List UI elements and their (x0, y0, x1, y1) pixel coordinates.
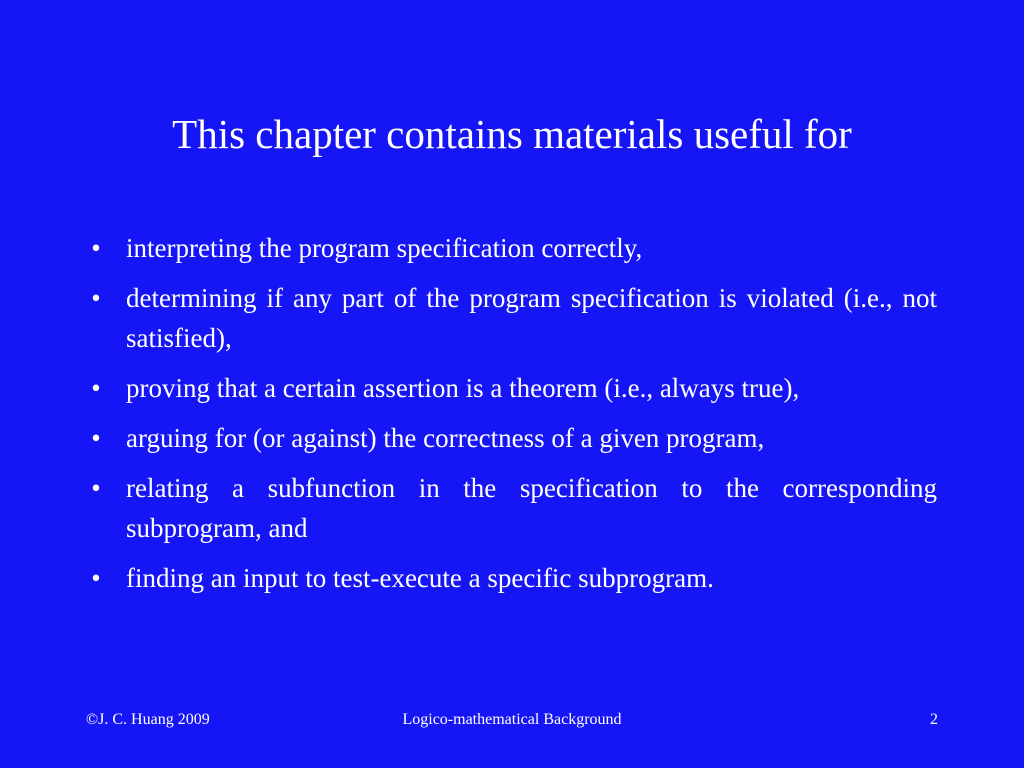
footer-course-title: Logico-mathematical Background (402, 711, 622, 728)
bullet-icon: • (91, 423, 101, 453)
list-item (86, 468, 937, 548)
list-item (86, 278, 937, 358)
bullet-text: arguing for (or against) the correctness of a given program, (126, 423, 765, 453)
slide-title: This chapter contains materials useful for (172, 111, 852, 157)
bullet-text: proving that a certain assertion is a theorem (i.e., always true), (126, 373, 800, 403)
bullet-text: finding an input to test-execute a specific subprogram. (126, 563, 714, 593)
list-item (86, 418, 937, 458)
bullet-icon: • (91, 233, 101, 263)
bullet-icon: • (91, 373, 101, 403)
footer-copyright: ©J. C. Huang 2009 (86, 711, 210, 728)
list-item (86, 368, 937, 408)
bullet-text: determining if any part of the program specification is violated (i.e., not satisfied), (126, 283, 937, 353)
bullet-icon: • (91, 473, 101, 503)
footer-page-number: 2 (930, 711, 938, 728)
bullet-text: relating a subfunction in the specification to the corresponding subprogram, and (126, 473, 937, 543)
bullet-icon: • (91, 563, 101, 593)
bullet-list (86, 228, 937, 608)
bullet-text: interpreting the program specification correctly, (126, 233, 643, 263)
bullet-icon: • (91, 283, 101, 313)
list-item (86, 228, 937, 268)
list-item (86, 558, 937, 598)
